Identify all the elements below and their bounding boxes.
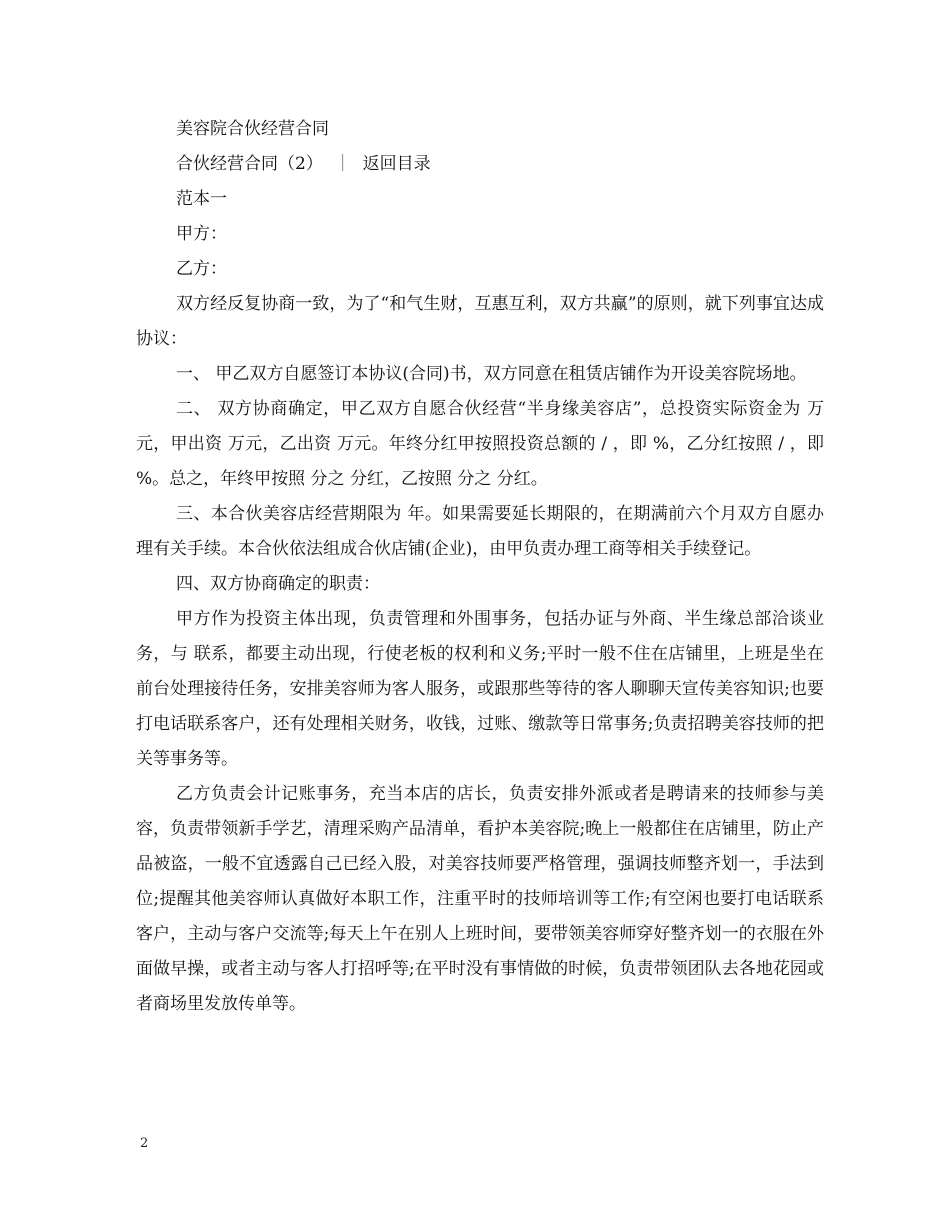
clause-3-paragraph: 三、本合伙美容店经营期限为 年。如果需要延长期限的，在期满前六个月双方自愿办理有关手续。本合伙依法组成合伙店铺(企业)，由甲负责办理工商等相关手续登记。 — [136, 504, 824, 559]
document-title: 美容院合伙经营合同 — [176, 119, 329, 139]
party-b-label: 乙方： — [176, 259, 227, 279]
nav-line — [136, 147, 824, 182]
page-number: 2 — [140, 1136, 149, 1151]
preamble-paragraph: 双方经反复协商一致，为了“和气生财，互惠互利，双方共赢”的原则，就下列事宜达成协议： — [136, 294, 824, 349]
template-label: 范本一 — [176, 189, 227, 209]
back-to-contents-link[interactable]: 返回目录 — [362, 154, 431, 174]
document-page — [136, 112, 824, 1022]
current-section-label: 合伙经营合同（2） — [176, 154, 323, 174]
party-a-duties-paragraph: 甲方作为投资主体出现，负责管理和外围事务，包括办证与外商、半生缘总部洽谈业务，与 联系，都要主动出现，行使老板的权利和义务;平时一般不住在店铺里，上班是坐在前台处理接待任务，安排美容师为客人服务，或跟那些等待的客人聊聊天宣传美容知识;也要打电话联系客户，还有处理相关财务，收钱，过账、缴款等日常事务;负责招聘美容技师的把关等事务等。 — [136, 609, 824, 769]
clause-4-heading: 四、双方协商确定的职责： — [176, 574, 380, 594]
clause-2-paragraph: 二、 双方协商确定，甲乙双方自愿合伙经营“半身缘美容店”，总投资实际资金为 万元，甲出资 万元，乙出资 万元。年终分红甲按照投资总额的 / ，即 %，乙分红按照 / ，即 %。总之，年终甲按照 分之 分红，乙按照 分之 分红。 — [136, 399, 824, 489]
party-a-label: 甲方： — [176, 224, 227, 244]
nav-separator: ｜ — [334, 154, 352, 174]
party-b-duties-paragraph: 乙方负责会计记账事务，充当本店的店长，负责安排外派或者是聘请来的技师参与美容，负责带领新手学艺，清理采购产品清单，看护本美容院;晚上一般都住在店铺里，防止产品被盗，一般不宜透露自己已经入股，对美容技师要严格管理，强调技师整齐划一，手法到位;提醒其他美容师认真做好本职工作，注重平时的技师培训等工作;有空闲也要打电话联系客户，主动与客户交流等;每天上午在别人上班时间，要带领美容师穿好整齐划一的衣服在外面做早操，或者主动与客人打招呼等;在平时没有事情做的时候，负责带领团队去各地花园或者商场里发放传单等。 — [136, 784, 824, 1014]
clause-1-paragraph: 一、 甲乙双方自愿签订本协议(合同)书，双方同意在租赁店铺作为开设美容院场地。 — [176, 364, 807, 384]
